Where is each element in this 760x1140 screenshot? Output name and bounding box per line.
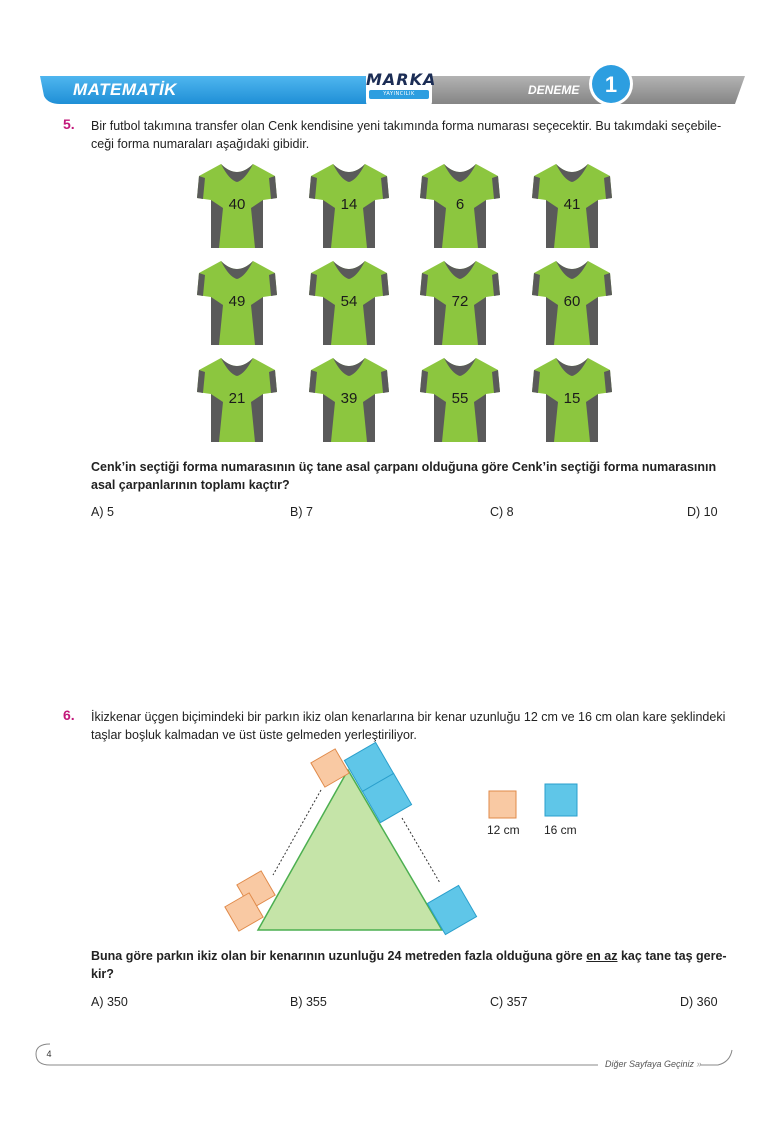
question-6-prompt-part-a: Buna göre parkın ikiz olan bir kenarının uzunluğu 24 metreden fazla olduğuna göre: [91, 949, 583, 963]
question-6-text-line1: İkizkenar üçgen biçimindeki bir parkın ikiz olan kenarlarına bir kenar uzunluğu 12 cm ve 16 cm olan kare şeklindeki: [91, 710, 726, 724]
jersey-number: 55: [451, 390, 469, 407]
publisher-logo-subtext: YAYINCILIK: [383, 91, 415, 97]
jersey-number: 72: [451, 293, 469, 310]
question-5-text-line2: ceği forma numaraları aşağıdaki gibidir.: [91, 137, 310, 151]
question-6-prompt-line2: kir?: [91, 967, 114, 981]
question-5-option-a[interactable]: A) 5: [91, 505, 114, 519]
next-page-text: Diğer Sayfaya Geçiniz: [605, 1059, 695, 1069]
question-5-option-c[interactable]: C) 8: [490, 505, 514, 519]
jersey-number: 21: [228, 390, 246, 407]
question-6-option-a[interactable]: A) 350: [91, 995, 128, 1009]
jersey-number: 60: [563, 293, 581, 310]
question-5-text-line1: Bir futbol takımına transfer olan Cenk kendisine yeni takımında forma numarası seçecektir. Bu takımdaki seçebile-: [91, 119, 722, 133]
jersey-number: 14: [340, 196, 358, 213]
double-chevron-right-icon: »: [696, 1059, 702, 1069]
question-5-prompt-line1: Cenk’in seçtiği forma numarasının üç tane asal çarpanı olduğuna göre Cenk’in seçtiği forma numarasının: [91, 460, 717, 474]
question-6-prompt-part-c: kaç tane taş gere-: [620, 949, 727, 963]
jersey-number: 49: [228, 293, 246, 310]
question-6-prompt-emphasis: en az: [586, 949, 618, 963]
jersey-number: 15: [563, 390, 581, 407]
legend-small-label: 12 cm: [487, 823, 520, 837]
question-6-option-d[interactable]: D) 360: [680, 995, 718, 1009]
subject-title: MATEMATİK: [73, 80, 177, 99]
publisher-logo: MARKA: [366, 70, 437, 89]
page-number: 4: [46, 1049, 52, 1059]
question-6-option-b[interactable]: B) 355: [290, 995, 327, 1009]
question-5-number: 5.: [63, 116, 75, 132]
question-5-prompt-line2: asal çarpanlarının toplamı kaçtır?: [91, 478, 290, 492]
jersey-number: 41: [563, 196, 581, 213]
next-page-link[interactable]: [605, 1059, 702, 1069]
exam-label: DENEME: [528, 83, 580, 97]
question-6-option-c[interactable]: C) 357: [490, 995, 528, 1009]
exam-number: 1: [604, 72, 618, 97]
jersey-number: 6: [455, 196, 465, 213]
jersey-number: 54: [340, 293, 358, 310]
question-5-option-d[interactable]: D) 10: [687, 505, 718, 519]
question-6-number: 6.: [63, 707, 75, 723]
jersey-number: 39: [340, 390, 358, 407]
question-6-text-line2: taşlar boşluk kalmadan ve üst üste gelmeden yerleştiriliyor.: [91, 728, 417, 742]
question-5-option-b[interactable]: B) 7: [290, 505, 313, 519]
legend-large-label: 16 cm: [544, 823, 577, 837]
jersey-number: 40: [228, 196, 246, 213]
